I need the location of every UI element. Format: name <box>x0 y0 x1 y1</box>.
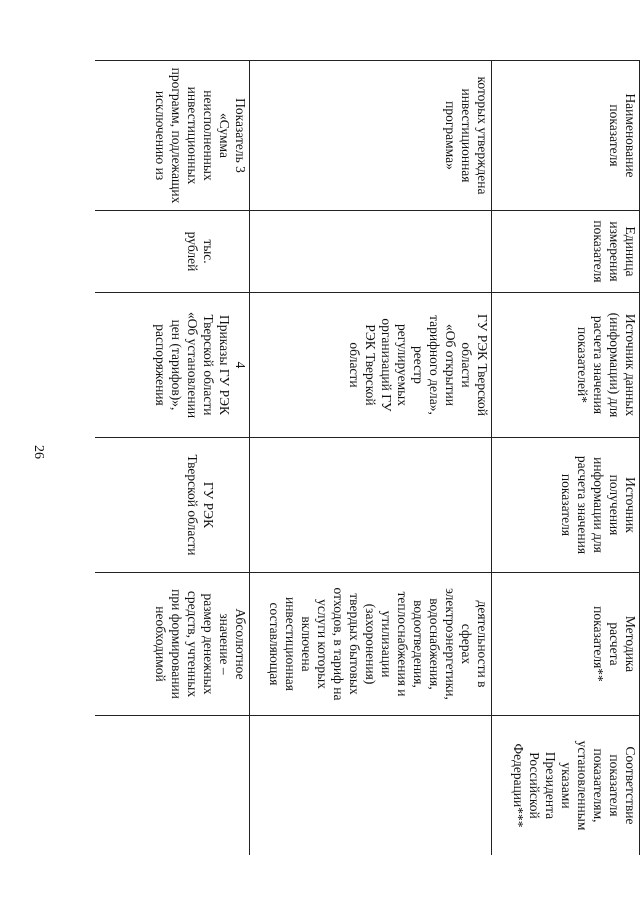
table-cell: Показатель 3 «Сумма неисполненных инвестиционных программ, подлежащих исключению из <box>95 61 250 211</box>
header-unit: Единица измерения показателя <box>492 211 640 293</box>
table-cell: 4 Приказы ГУ РЭК Тверской области «Об установлении цен (тарифов)», распоряжения <box>95 293 250 438</box>
table-row <box>250 61 492 856</box>
table-cell: ГУ РЭК Тверской области <box>95 438 250 573</box>
rotated-table-frame <box>95 60 640 855</box>
table-header-row <box>492 61 640 856</box>
page-number: 26 <box>31 445 46 459</box>
table-cell <box>250 716 492 856</box>
table-cell: тыс. рублей <box>95 211 250 293</box>
table-cell <box>95 716 250 856</box>
header-info-source: Источник получения информации для расчета значения показателя <box>492 438 640 573</box>
table-cell <box>250 438 492 573</box>
header-data-source: Источник данных (информации) для расчета значения показателей* <box>492 293 640 438</box>
rotated-table-content <box>95 60 640 855</box>
table-cell: деятельности в сферах электроэнергетики, водоснабжения, водоотведения, теплоснабжения и утилизации (захоронения) твердых бытовых отходов, в тариф на услуги которых включена инвестиционная составляющая <box>250 573 492 716</box>
table-cell <box>250 211 492 293</box>
indicators-table <box>95 60 640 855</box>
table-row <box>95 61 250 856</box>
header-indicator-name: Наименование показателя <box>492 61 640 211</box>
header-presidential-decrees: Соответствие показателя показателям, установленным указами Президента Российской Федерации*** <box>492 716 640 856</box>
table-cell: которых утверждена инвестиционная программа» <box>250 61 492 211</box>
header-method: Методика расчета показателя** <box>492 573 640 716</box>
table-cell: Абсолютное значение – размер денежных средств, учтенных при формировании необходимой <box>95 573 250 716</box>
table-cell: ГУ РЭК Тверской области «Об открытии тарифного дела», реестр регулируемых организаций ГУ РЭК Тверской области <box>250 293 492 438</box>
